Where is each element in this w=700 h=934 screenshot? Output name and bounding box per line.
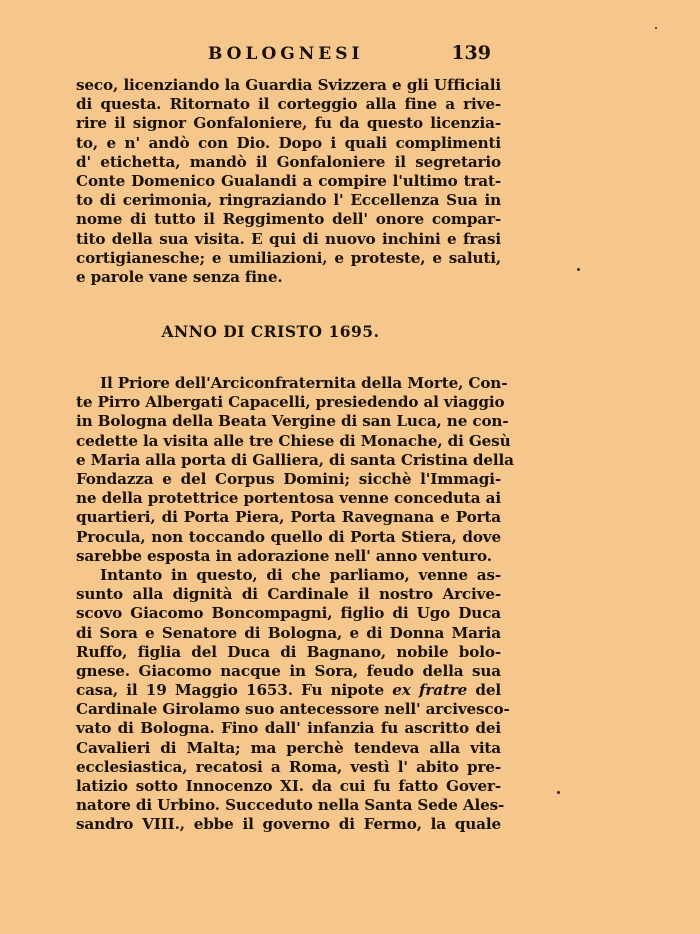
paper-speck: [557, 791, 560, 794]
text-line: di Sora e Senatore di Bologna, e di Donna Maria: [76, 623, 501, 642]
text-line: rire il signor Gonfaloniere, fu da questo licenzia-: [76, 114, 501, 133]
text-line: tito della sua visita. E qui di nuovo inchini e frasi: [76, 229, 501, 248]
text-line: Fondazza e del Corpus Domini; sicchè l'Immagi-: [76, 470, 501, 488]
text-line: di questa. Ritornato il corteggio alla fine a rive-: [76, 95, 501, 114]
text-line: quartieri, di Porta Piera, Porta Ravegnana e Porta: [76, 508, 501, 527]
text-line: in Bologna della Beata Vergine di san Luca, ne con-: [76, 412, 509, 431]
text-span: casa, il 19 Maggio 1653. Fu nipote: [76, 681, 384, 700]
text-line: Cardinale Girolamo suo antecessore nell' arcivesco-: [76, 700, 510, 719]
text-line: e Maria alla porta di Galliera, di santa Cristina della: [76, 450, 514, 469]
text-line: scovo Giacomo Boncompagni, figlio di Ugo Duca: [76, 604, 501, 623]
paper-speck: [577, 268, 580, 271]
text-span: del: [467, 681, 501, 700]
book-page: [76, 40, 514, 835]
text-line: d' etichetta, mandò il Gonfaloniere il segretario: [76, 152, 501, 171]
text-line: ecclesiastica, recatosi a Roma, vestì l' abito pre-: [76, 757, 501, 776]
text-line-with-italic: [76, 681, 501, 700]
text-line: sarebbe esposta in adorazione nell' anno venturo.: [76, 546, 492, 565]
section-heading: ANNO DI CRISTO 1695.: [161, 322, 380, 342]
text-line: nome di tutto il Reggimento dell' onore compar-: [76, 210, 501, 229]
italic-phrase: ex fratre: [392, 681, 468, 700]
text-line: te Pirro Albergati Capacelli, presiedendo al viaggio: [76, 393, 505, 412]
text-line: Il Priore dell'Arciconfraternita della Morte, Con-: [100, 374, 508, 393]
text-line: Procula, non toccando quello di Porta Stiera, dove: [76, 527, 501, 546]
text-line: Cavalieri di Malta; ma perchè tendeva alla vita: [76, 738, 501, 757]
paragraph-continuation: [76, 76, 501, 287]
text-line: latizio sotto Innocenzo XI. da cui fu fatto Gover-: [76, 777, 501, 795]
text-line: Conte Domenico Gualandi a compire l'ultimo trat-: [76, 171, 501, 190]
paragraph-boncompagni: [76, 565, 510, 835]
paragraph-priore: [76, 374, 514, 566]
text-line: sunto alla dignità di Cardinale il nostro Arcive-: [76, 585, 501, 604]
paper-speck: [655, 27, 657, 29]
text-line: e parole vane senza fine.: [76, 267, 283, 286]
running-head: [76, 40, 501, 70]
text-line: sandro VIII., ebbe il governo di Fermo, la quale: [76, 815, 501, 834]
text-line: ne della protettrice portentosa venne conceduta ai: [76, 489, 501, 508]
running-title: BOLOGNESI: [208, 44, 364, 64]
text-line: seco, licenziando la Guardia Svizzera e gli Ufficiali: [76, 76, 501, 94]
page-number: 139: [451, 42, 491, 64]
text-line: Intanto in questo, di che parliamo, venne as-: [100, 565, 501, 584]
text-line: gnese. Giacomo nacque in Sora, feudo della sua: [76, 661, 501, 680]
text-line: vato di Bologna. Fino dall' infanzia fu ascritto dei: [76, 719, 501, 738]
text-line: cortigianesche; e umiliazioni, e proteste, e saluti,: [76, 248, 501, 267]
text-line: natore di Urbino. Succeduto nella Santa Sede Ales-: [76, 796, 505, 815]
text-line: to, e n' andò con Dio. Dopo i quali complimenti: [76, 133, 501, 152]
text-line: Ruffo, figlia del Duca di Bagnano, nobile bolo-: [76, 642, 501, 661]
text-line: cedette la visita alle tre Chiese di Monache, di Gesù: [76, 431, 511, 450]
text-line: to di cerimonia, ringraziando l' Eccellenza Sua in: [76, 191, 501, 210]
